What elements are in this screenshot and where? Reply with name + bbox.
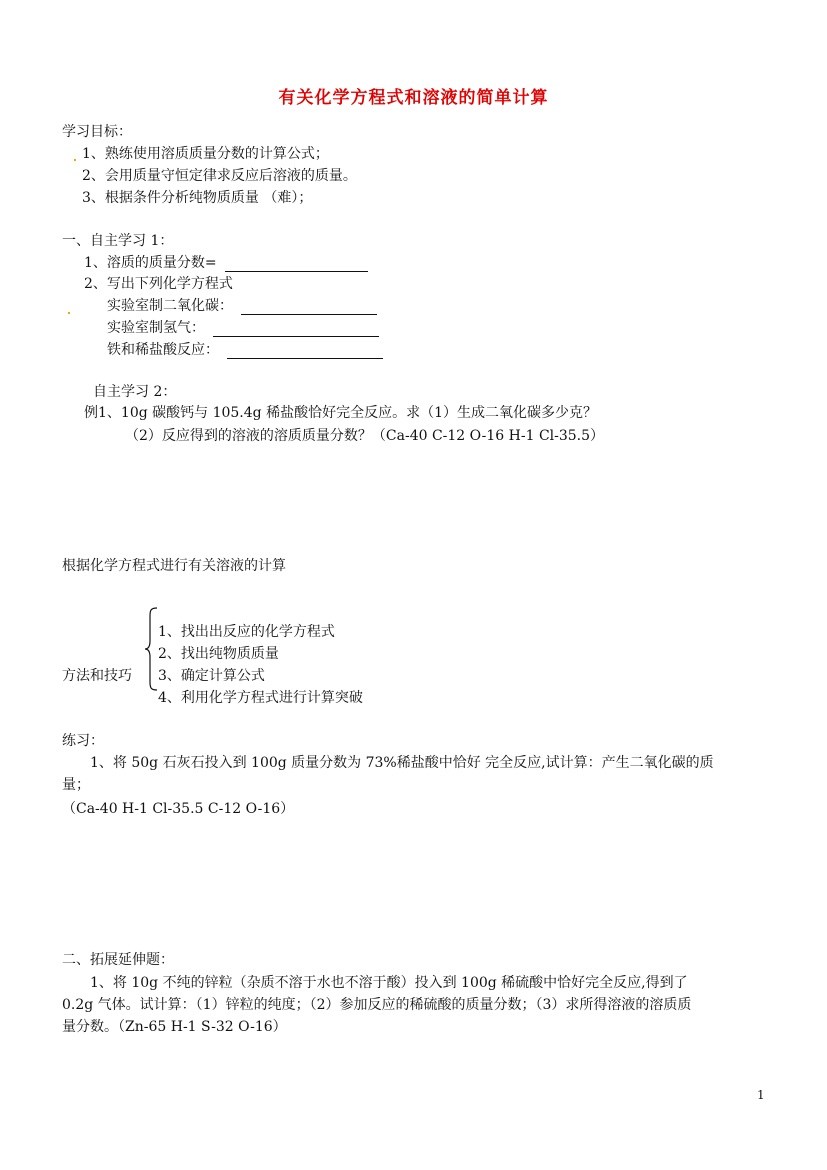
extension-heading: 二、拓展延伸题： [62, 952, 174, 968]
co2-equation-label: 实验室制二氧化碳： [107, 298, 233, 314]
answer-blank [225, 256, 368, 272]
method-step-3: 3、确定计算公式 [158, 668, 265, 684]
objective-item-3: 3、根据条件分析纯物质质量 （难）； [82, 190, 313, 206]
answer-blank [227, 343, 383, 359]
practice-line-3: （Ca-40 H-1 Cl-35.5 C-12 O-16） [62, 801, 295, 817]
example-1-line-2: （2）反应得到的溶液的溶质质量分数？（Ca-40 C-12 O-16 H-1 Cl-35.5） [125, 428, 605, 444]
method-label: 方法和技巧 [62, 668, 132, 684]
practice-line-2: 量； [62, 777, 90, 793]
extension-line-2: 0.2g 气体。试计算：（1）锌粒的纯度；（2）参加反应的稀硫酸的质量分数；（3）求所得溶液的溶质质 [62, 997, 692, 1013]
answer-blank [241, 299, 377, 315]
self-study-2-heading: 自主学习 2： [93, 384, 177, 400]
method-step-2: 2、找出纯物质质量 [158, 646, 279, 662]
objective-item-2: 2、会用质量守恒定律求反应后溶液的质量。 [82, 168, 357, 184]
practice-heading: 练习： [62, 733, 104, 749]
equations-instruction: 2、写出下列化学方程式 [84, 276, 233, 292]
extension-line-1: 1、将 10g 不纯的锌粒（杂质不溶于水也不溶于酸）投入到 100g 稀硫酸中恰好完全反应,得到了 [90, 975, 688, 991]
mass-fraction-question [84, 254, 368, 272]
h2-equation-label: 实验室制氢气： [107, 320, 205, 336]
method-heading: 根据化学方程式进行有关溶液的计算 [62, 558, 286, 574]
fe-hcl-equation-line [107, 341, 383, 359]
mass-fraction-label: 1、溶质的质量分数= [84, 255, 217, 271]
h2-equation-line [107, 319, 379, 337]
extension-line-3: 量分数。（Zn-65 H-1 S-32 O-16） [62, 1019, 287, 1035]
self-study-1-heading: 一、自主学习 1： [62, 233, 174, 249]
page-title: 有关化学方程式和溶液的简单计算 [278, 88, 549, 108]
answer-blank [213, 321, 379, 337]
practice-line-1: 1、将 50g 石灰石投入到 100g 质量分数为 73%稀盐酸中恰好 完全反应,试计算：产生二氧化碳的质 [90, 755, 714, 771]
decorative-dot [74, 159, 76, 161]
decorative-dot [68, 312, 70, 314]
brace-icon [144, 607, 158, 691]
fe-hcl-equation-label: 铁和稀盐酸反应： [107, 342, 219, 358]
method-step-4: 4、利用化学方程式进行计算突破 [158, 690, 363, 706]
objective-item-1: 1、熟练使用溶质质量分数的计算公式； [82, 146, 329, 162]
page-number: 1 [757, 1088, 765, 1102]
example-1-line-1: 例1、10g 碳酸钙与 105.4g 稀盐酸恰好完全反应。求（1）生成二氧化碳多少克？ [84, 405, 597, 421]
objectives-heading: 学习目标： [62, 124, 132, 140]
co2-equation-line [107, 297, 377, 315]
method-step-1: 1、找出出反应的化学方程式 [158, 624, 335, 640]
